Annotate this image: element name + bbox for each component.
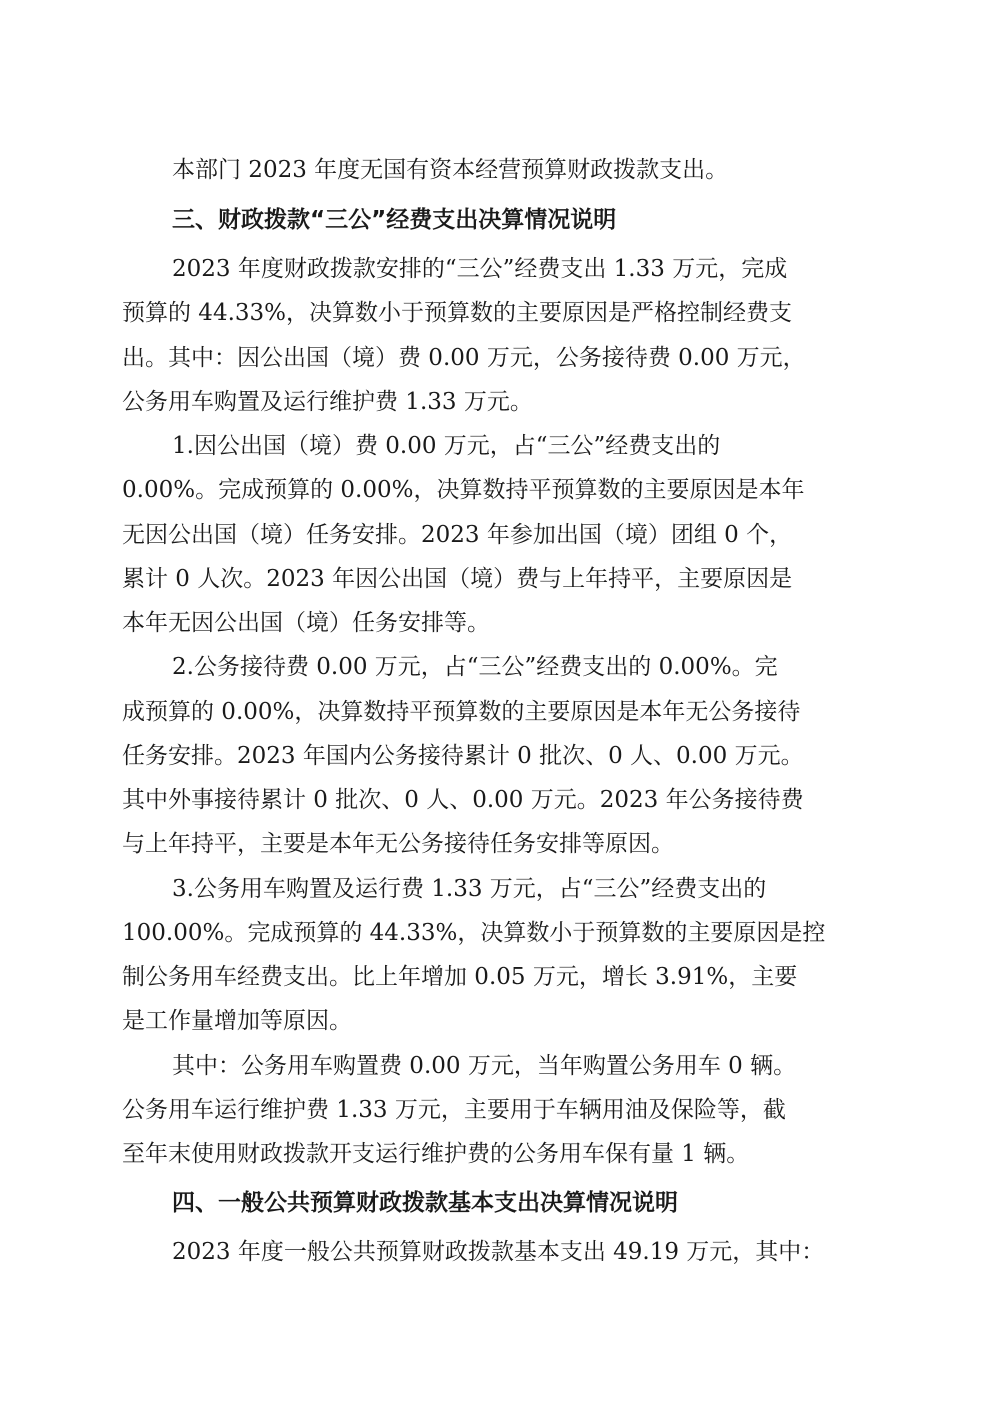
text-line: 2023 年度财政拨款安排的“三公”经费支出 1.33 万元，完成 [172, 256, 788, 282]
text-line: 本部门 2023 年度无国有资本经营预算财政拨款支出。 [172, 157, 729, 183]
section-heading-4: 四、一般公共预算财政拨款基本支出决算情况说明 [172, 1190, 678, 1216]
text-line: 其中外事接待累计 0 批次、0 人、0.00 万元。2023 年公务接待费 [122, 787, 804, 813]
text-line: 公务用车购置及运行维护费 1.33 万元。 [122, 389, 533, 415]
text-line: 是工作量增加等原因。 [122, 1008, 352, 1034]
text-line: 与上年持平，主要是本年无公务接待任务安排等原因。 [122, 831, 674, 857]
text-line: 100.00%。完成预算的 44.33%，决算数小于预算数的主要原因是控 [122, 920, 826, 946]
text-line: 无因公出国（境）任务安排。2023 年参加出国（境）团组 0 个， [122, 522, 793, 548]
text-line: 本年无因公出国（境）任务安排等。 [122, 610, 490, 636]
text-line: 至年末使用财政拨款开支运行维护费的公务用车保有量 1 辆。 [122, 1141, 750, 1167]
text-line: 1.因公出国（境）费 0.00 万元，占“三公”经费支出的 [172, 433, 721, 459]
text-line: 成预算的 0.00%，决算数持平预算数的主要原因是本年无公务接待 [122, 699, 801, 725]
text-line: 2.公务接待费 0.00 万元，占“三公”经费支出的 0.00%。完 [172, 654, 778, 680]
text-line: 出。其中：因公出国（境）费 0.00 万元，公务接待费 0.00 万元， [122, 345, 806, 371]
text-line: 2023 年度一般公共预算财政拨款基本支出 49.19 万元，其中： [172, 1239, 825, 1265]
text-line: 公务用车运行维护费 1.33 万元，主要用于车辆用油及保险等，截 [122, 1097, 786, 1123]
text-line: 0.00%。完成预算的 0.00%，决算数持平预算数的主要原因是本年 [122, 477, 805, 503]
text-line: 制公务用车经费支出。比上年增加 0.05 万元，增长 3.91%，主要 [122, 964, 798, 990]
text-line: 3.公务用车购置及运行费 1.33 万元，占“三公”经费支出的 [172, 876, 767, 902]
text-line: 累计 0 人次。2023 年因公出国（境）费与上年持平，主要原因是 [122, 566, 793, 592]
text-line: 其中：公务用车购置费 0.00 万元，当年购置公务用车 0 辆。 [172, 1053, 797, 1079]
text-line: 预算的 44.33%，决算数小于预算数的主要原因是严格控制经费支 [122, 300, 793, 326]
section-heading-3: 三、财政拨款“三公”经费支出决算情况说明 [172, 207, 617, 233]
text-line: 任务安排。2023 年国内公务接待累计 0 批次、0 人、0.00 万元。 [122, 743, 804, 769]
